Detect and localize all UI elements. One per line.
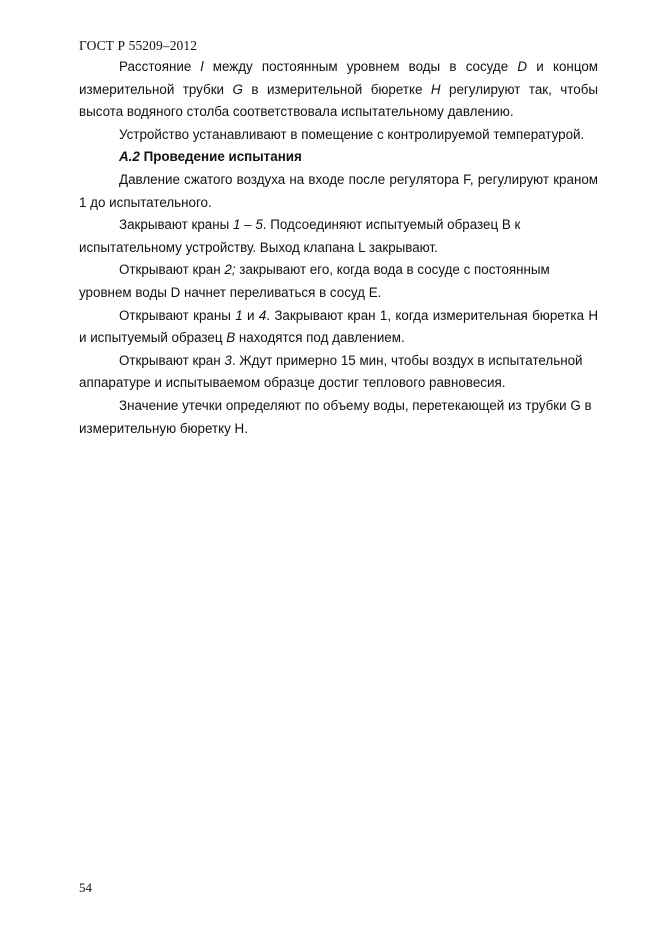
page-number: 54 xyxy=(79,880,92,895)
paragraph-open-valves-1-4: Открывают краны 1 и 4. Закрывают кран 1, когда измерительная бюретка H и испытуемый образец В находятся под давлением. xyxy=(79,307,599,346)
paragraph-open-valve-3: Открывают кран 3. Ждут примерно 15 мин, чтобы воздух в испытательной аппаратуре и испытываемом образце достиг теплового равновесия. xyxy=(79,352,583,391)
paragraph-close-valves: Закрывают краны 1 – 5. Подсоединяют испытуемый образец В к испытательному устройству. Выход клапана L закрывают. xyxy=(79,217,521,255)
paragraph-leak-value: Значение утечки определяют по объему воды, перетекающей из трубки G в измерительную бюретку Н. xyxy=(79,397,592,436)
document-header xyxy=(79,38,197,54)
document-body xyxy=(79,56,598,440)
paragraph-distance: Расстояние l между постоянным уровнем воды в сосуде D и концом измерительной трубки G в измерительной бюретке H регулируют так, чтобы высота водяного столба соответствовала испытательному давлению. xyxy=(79,59,598,120)
paragraph-air-pressure: Давление сжатого воздуха на входе после регулятора F, регулируют краном 1 до испытательного. xyxy=(79,171,598,210)
section-number: А.2 xyxy=(119,149,140,165)
section-title: Проведение испытания xyxy=(139,149,302,165)
document-code: ГОСТ Р 55209–2012 xyxy=(79,38,198,53)
section-heading xyxy=(79,146,598,169)
paragraph-device-placement: Устройство устанавливают в помещение с контролируемой температурой. xyxy=(119,126,585,142)
paragraph-open-valve-2: Открывают кран 2; закрывают его, когда вода в сосуде с постоянным уровнем воды D начнет переливаться в сосуд E. xyxy=(79,262,550,300)
